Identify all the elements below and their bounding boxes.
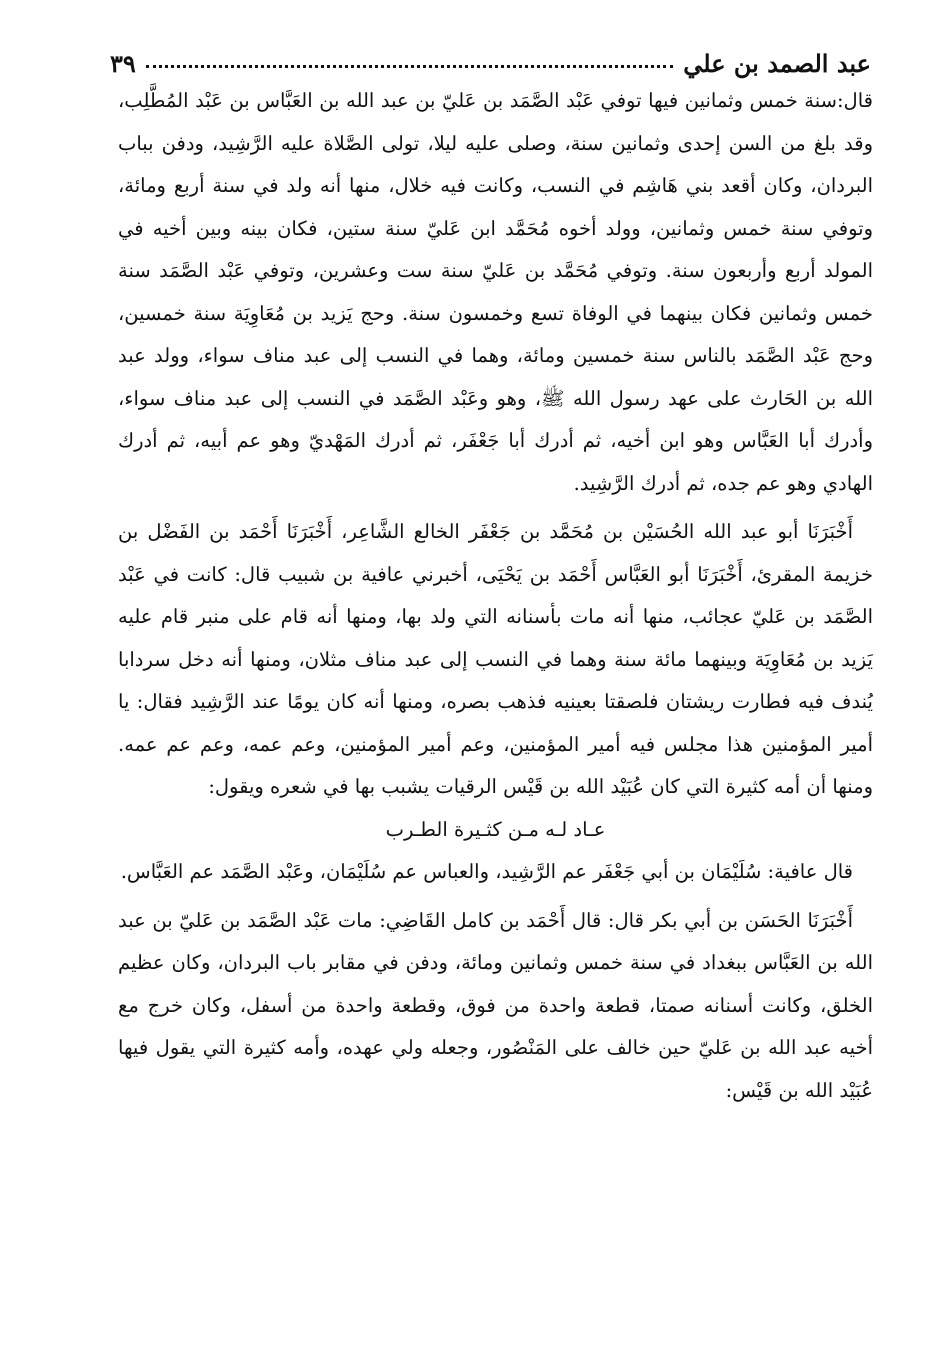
page-number: ٣٩ [110, 49, 136, 78]
page-body [118, 80, 873, 1112]
header-dot-leader [146, 65, 674, 68]
paragraph-2: أَخْبَرَنَا أبو عبد الله الحُسَيْن بن مُحَمَّد بن جَعْفَر الخالع الشَّاعِر، أَخْبَرَنَا أَحْمَد بن الفَضْل بن خزيمة المقرئ، أَخْبَرَنَا أبو العَبَّاس أَحْمَد بن يَحْيَى، أخبرني عافية بن شبيب قال: كانت في عَبْد الصَّمَد بن عَليّ عجائب، منها أنه مات بأسنانه التي ولد بها، ومنها أنه قام على منبر قام عليه يَزيد بن مُعَاوِيَة وبينهما مائة سنة وهما في النسب إلى عبد مناف مثلان، ومنها أنه دخل سردابا يُندف فيه فطارت ريشتان فلصقتا بعينيه فذهب بصره، ومنها أنه كان يومًا عند الرَّشِيد فقال: يا أمير المؤمنين هذا مجلس فيه أمير المؤمنين، وعم أمير المؤمنين، وعم عمه، وعم عم عمه. ومنها أن أمه كثيرة التي كان عُبَيْد الله بن قَيْس الرقيات يشبب بها في شعره ويقول: [118, 520, 873, 798]
running-title: عبد الصمد بن علي [683, 49, 871, 78]
paragraph-4: أَخْبَرَنَا الحَسَن بن أبي بكر قال: قال أَحْمَد بن كامل القَاضِي: مات عَبْد الصَّمَد بن عَليّ بن عبد الله بن العَبَّاس ببغداد في سنة خمس وثمانين ومائة، ودفن في مقابر باب البردان، وكان عظيم الخلق، وكانت أسنانه صمتا، قطعة واحدة من فوق، وقطعة واحدة من أسفل، وكان خرج مع أخيه عبد الله بن عَليّ حين خالف على المَنْصُور، وجعله ولي عهده، وأمه كثيرة التي يقول فيها عُبَيْد الله بن قَيْس: [118, 908, 873, 1102]
paragraph-1: قال:سنة خمس وثمانين فيها توفي عَبْد الصَّمَد بن عَليّ بن عبد الله بن العَبَّاس بن عَبْد المُطَّلِب، وقد بلغ من السن إحدى وثمانين سنة، وصلى عليه ليلا، تولى الصَّلاة عليه الرَّشِيد، ودفن بباب البردان، وكان أقعد بني هَاشِم في النسب، وكانت فيه خلال، منها أنه ولد في سنة أربع ومائة، وتوفي سنة خمس وثمانين، وولد أخوه مُحَمَّد ابن عَليّ سنة ستين، فكان بينه وبين أخيه في المولد أربع وأربعون سنة. وتوفي مُحَمَّد بن عَليّ سنة ست وعشرين، وتوفي عَبْد الصَّمَد سنة خمس وثمانين فكان بينهما في الوفاة تسع وخمسون سنة. وحج يَزيد بن مُعَاوِيَة سنة خمسين، وحج عَبْد الصَّمَد بالناس سنة خمسين ومائة، وهما في النسب إلى عبد مناف سواء، وولد عبد الله بن الحَارث على عهد رسول الله ﷺ، وهو وعَبْد الصَّمَد في النسب إلى عبد مناف سواء، وأدرك أبا العَبَّاس وهو ابن أخيه، ثم أدرك أبا جَعْفَر، ثم أدرك المَهْديّ وهو عم أبيه، ثم أدرك الهادي وهو عم جده، ثم أدرك الرَّشِيد. [118, 89, 873, 495]
paragraph-3: قال عافية: سُلَيْمَان بن أبي جَعْفَر عم الرَّشِيد، والعباس عم سُلَيْمَان، وعَبْد الصَّمَد عم العَبَّاس. [120, 860, 853, 883]
verse-line: عـاد لـه مـن كثـيرة الطـرب [385, 817, 606, 841]
page-header [110, 28, 871, 78]
